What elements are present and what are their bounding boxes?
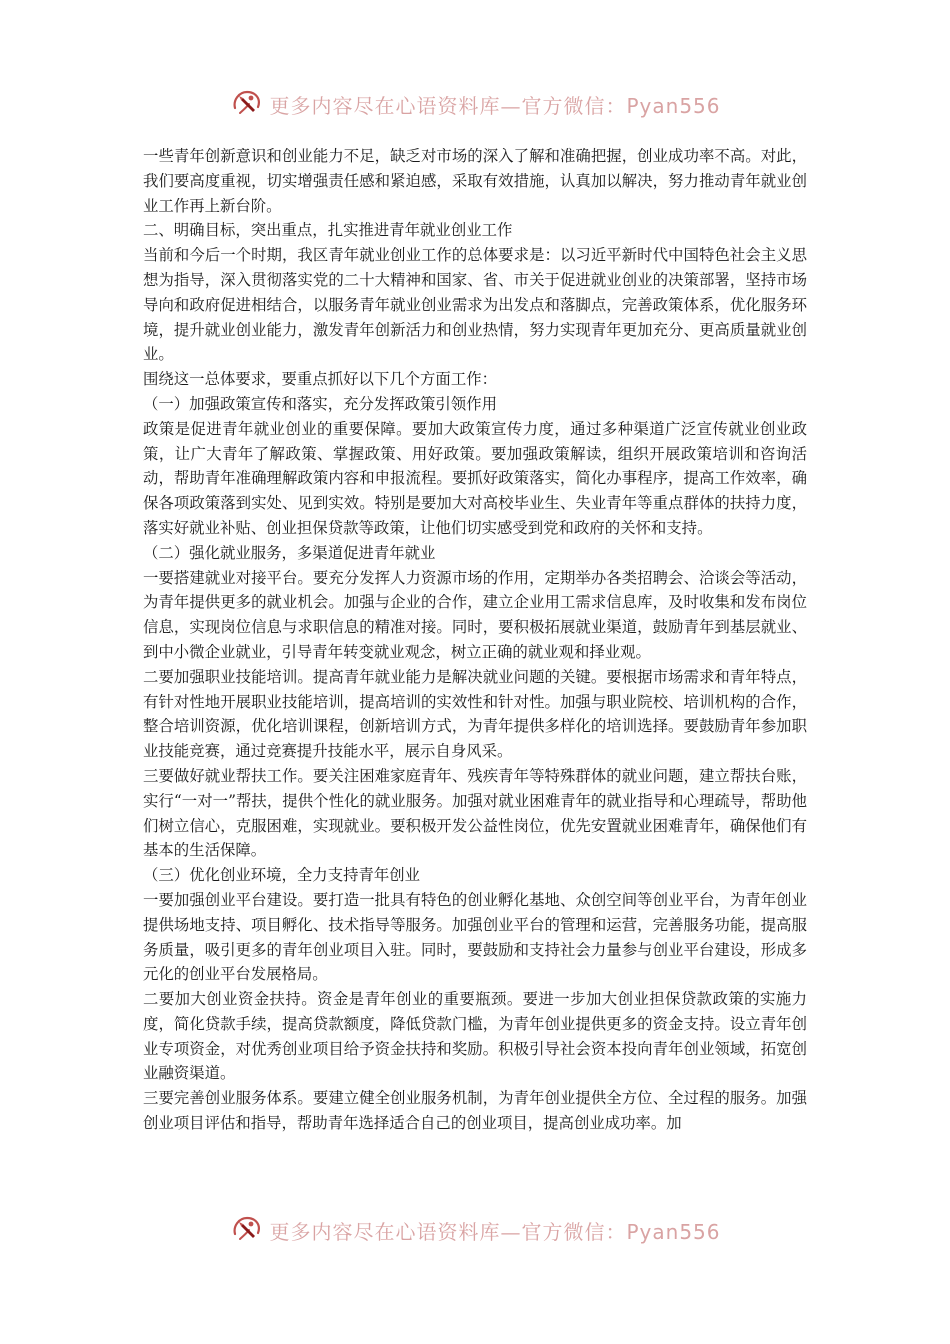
pen-heart-logo-icon [229,86,265,122]
paragraph: 一要搭建就业对接平台。要充分发挥人力资源市场的作用，定期举办各类招聘会、洽谈会等活动，为青年提供更多的就业机会。加强与企业的合作，建立企业用工需求信息库，及时收集和发布岗位信息，实现岗位信息与求职信息的精准对接。同时，要积极拓展就业渠道，鼓励青年到基层就业、到中小微企业就业，引导青年转变就业观念，树立正确的就业观和择业观。 [143,568,807,661]
header-banner [0,84,950,124]
paragraph: 三要完善创业服务体系。要建立健全创业服务机制，为青年创业提供全方位、全过程的服务。加强创业项目评估和指导，帮助青年选择适合自己的创业项目，提高创业成功率。加 [143,1089,807,1133]
paragraph: 一些青年创新意识和创业能力不足，缺乏对市场的深入了解和准确把握，创业成功率不高。对此，我们要高度重视，切实增强责任感和紧迫感，采取有效措施，认真加以解决，努力推动青年就业创业工作再上新台阶。 [143,147,807,215]
footer-banner [0,1210,950,1250]
paragraph: 二要加强职业技能培训。提高青年就业能力是解决就业问题的关键。要根据市场需求和青年特点，有针对性地开展职业技能培训，提高培训的实效性和针对性。加强与职业院校、培训机构的合作，整合培训资源，优化培训课程，创新培训方式，为青年提供多样化的培训选择。要鼓励青年参加职业技能竞赛，通过竞赛提升技能水平，展示自身风采。 [143,667,807,761]
paragraph: 二要加大创业资金扶持。资金是青年创业的重要瓶颈。要进一步加大创业担保贷款政策的实施力度，简化贷款手续，提高贷款额度，降低贷款门槛，为青年创业提供更多的资金支持。设立青年创业专项资金，对优秀创业项目给予资金扶持和奖励。积极引导社会资本投向青年创业领域，拓宽创业融资渠道。 [143,990,807,1083]
subsection-heading: （二）强化就业服务，多渠道促进青年就业 [143,543,436,562]
paragraph: 政策是促进青年就业创业的重要保障。要加大政策宣传力度，通过多种渠道广泛宣传就业创业政策，让广大青年了解政策、掌握政策、用好政策。要加强政策解读，组织开展政策培训和咨询活动，帮助青年准确理解政策内容和申报流程。要抓好政策落实，简化办事程序，提高工作效率，确保各项政策落到实处、见到实效。特别是要加大对高校毕业生、失业青年等重点群体的扶持力度，落实好就业补贴、创业担保贷款等政策，让他们切实感受到党和政府的关怀和支持。 [143,419,807,537]
banner-text-cn: 更多内容尽在心语资料库—官方微信： [269,93,627,118]
section-heading: 二、明确目标，突出重点，扎实推进青年就业创业工作 [143,221,513,240]
subsection-heading: （三）优化创业环境，全力支持青年创业 [143,866,421,885]
paragraph: 三要做好就业帮扶工作。要关注困难家庭青年、残疾青年等特殊群体的就业问题，建立帮扶台账，实行“一对一”帮扶，提供个性化的就业服务。加强对就业困难青年的就业指导和心理疏导，帮助他们树立信心，克服困难，实现就业。要积极开发公益性岗位，优先安置就业困难青年，确保他们有基本的生活保障。 [143,766,807,860]
paragraph: 当前和今后一个时期，我区青年就业创业工作的总体要求是：以习近平新时代中国特色社会主义思想为指导，深入贯彻落实党的二十大精神和国家、省、市关于促进就业创业的决策部署，坚持市场导向和政府促进相结合，以服务青年就业创业需求为出发点和落脚点，完善政策体系，优化服务环境，提升就业创业能力，激发青年创新活力和创业热情，努力实现青年更加充分、更高质量就业创业。 [143,246,807,364]
banner-text-latin: Pyan556 [626,93,721,118]
document-body [143,144,807,1136]
banner-text-cn: 更多内容尽在心语资料库—官方微信： [269,1219,627,1244]
banner-text-latin: Pyan556 [626,1219,721,1244]
paragraph: 围绕这一总体要求，要重点抓好以下几个方面工作： [143,370,497,389]
subsection-heading: （一）加强政策宣传和落实，充分发挥政策引领作用 [143,394,497,413]
paragraph: 一要加强创业平台建设。要打造一批具有特色的创业孵化基地、众创空间等创业平台，为青年创业提供场地支持、项目孵化、技术指导等服务。加强创业平台的管理和运营，完善服务功能，提高服务质量，吸引更多的青年创业项目入驻。同时，要鼓励和支持社会力量参与创业平台建设，形成多元化的创业平台发展格局。 [143,890,807,984]
pen-heart-logo-icon [229,1212,265,1248]
